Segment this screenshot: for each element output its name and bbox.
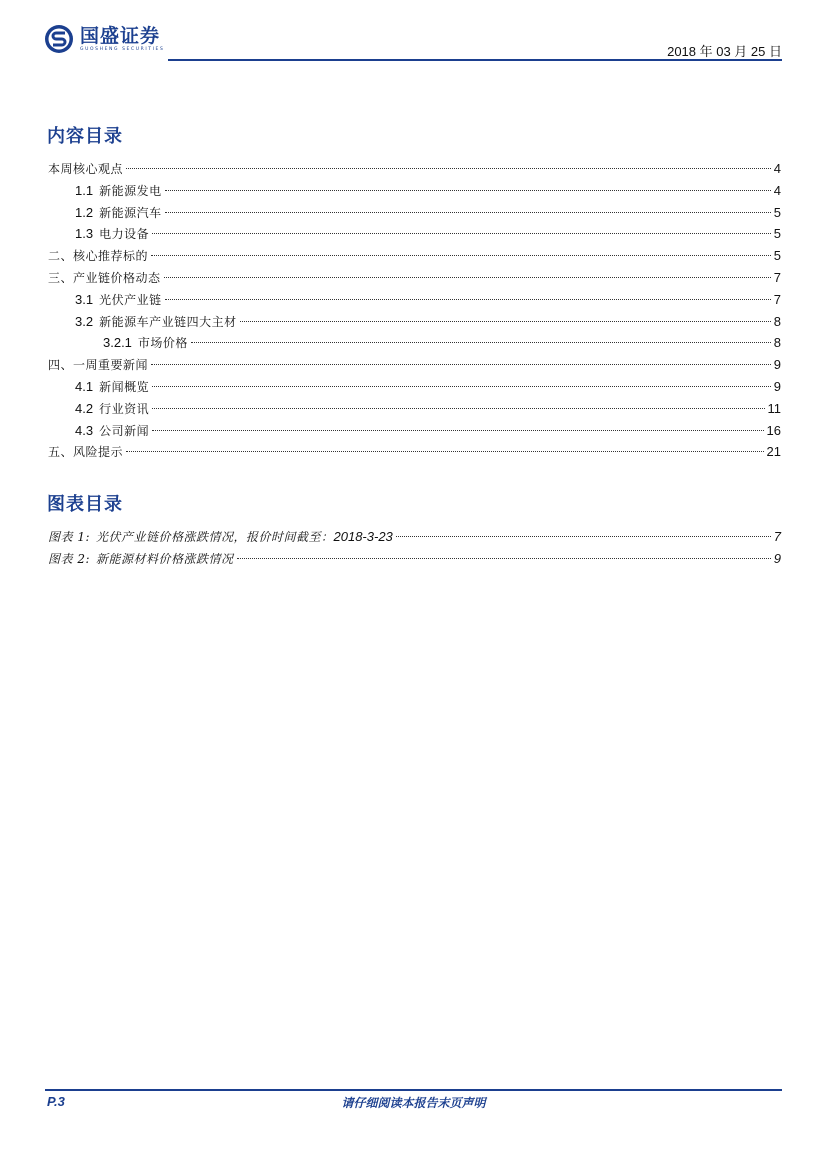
dot-leader — [237, 558, 771, 559]
report-date: 2018 年 03 月 25 日 — [667, 44, 782, 59]
toc-entry-label: 电力设备 — [99, 227, 150, 242]
guosheng-logo-icon — [44, 24, 74, 54]
toc-entry[interactable] — [48, 289, 781, 311]
figure-entry-number: 图表 1: — [48, 530, 90, 544]
toc-entry-label: 五、风险提示 — [48, 445, 124, 460]
toc-entry-label: 市场价格 — [137, 336, 188, 351]
dot-leader — [152, 386, 771, 387]
dot-leader — [152, 408, 764, 409]
dot-leader — [165, 190, 771, 191]
toc-entry[interactable] — [48, 267, 781, 289]
toc-entry-number: 4.1 — [75, 378, 94, 394]
toc-title: 内容目录 — [47, 126, 123, 147]
toc-entry-page: 7 — [773, 269, 781, 285]
dot-leader — [126, 451, 764, 452]
toc-entry[interactable] — [48, 202, 781, 224]
logo-chinese-name: 国盛证券 — [80, 24, 161, 47]
dot-leader — [152, 233, 771, 234]
footer-divider — [45, 1089, 782, 1091]
toc-entry-number: 4.3 — [75, 422, 94, 438]
toc-entry-label: 光伏产业链 — [99, 292, 162, 307]
dot-leader — [240, 321, 771, 322]
toc-entry-page: 11 — [767, 400, 781, 416]
toc-list — [48, 158, 781, 463]
toc-entry-page: 16 — [766, 422, 781, 438]
toc-entry-number: 4.2 — [75, 400, 94, 416]
toc-entry-label: 新能源汽车 — [99, 205, 162, 220]
dot-leader — [126, 168, 771, 169]
figure-entry-page: 7 — [773, 529, 781, 544]
logo-english-name: GUOSHENG SECURITIES — [80, 46, 165, 52]
header-divider — [168, 59, 782, 61]
page-number: P.3 — [47, 1094, 65, 1109]
toc-entry-label: 二、核心推荐标的 — [48, 249, 149, 264]
toc-entry-label: 新能源发电 — [99, 183, 162, 198]
figure-entry-number: 图表 2: — [48, 551, 90, 566]
dot-leader — [165, 212, 771, 213]
dot-leader — [151, 255, 771, 256]
figure-entry-date: 2018-3-23 — [333, 529, 393, 544]
dot-leader — [191, 342, 771, 343]
toc-entry-page: 7 — [773, 291, 781, 307]
figure-entry-page: 9 — [773, 550, 781, 566]
toc-entry-number: 3.2.1 — [103, 335, 132, 351]
dot-leader — [165, 299, 771, 300]
figure-entry[interactable] — [48, 526, 781, 548]
toc-entry[interactable] — [48, 441, 781, 463]
toc-entry[interactable] — [48, 180, 781, 202]
figure-entry[interactable] — [48, 548, 781, 570]
toc-entry[interactable] — [48, 245, 781, 267]
toc-entry-page: 5 — [773, 226, 781, 242]
toc-entry[interactable] — [48, 420, 781, 442]
figures-list — [48, 526, 781, 570]
dot-leader — [164, 277, 771, 278]
company-logo — [44, 24, 164, 54]
dot-leader — [151, 364, 771, 365]
toc-entry-page: 9 — [773, 378, 781, 394]
toc-entry-number: 1.2 — [75, 204, 94, 220]
figure-entry-label: 光伏产业链价格涨跌情况，报价时间截至： — [96, 530, 334, 544]
figure-entry-label: 新能源材料价格涨跌情况 — [96, 551, 234, 566]
toc-entry-page: 8 — [773, 335, 781, 351]
toc-entry[interactable] — [48, 376, 781, 398]
toc-entry-page: 4 — [773, 182, 781, 198]
toc-entry-page: 5 — [773, 248, 781, 264]
toc-entry-number: 1.3 — [75, 226, 94, 242]
figures-title: 图表目录 — [47, 494, 123, 515]
toc-entry-label: 新闻概览 — [99, 379, 150, 394]
toc-entry[interactable] — [48, 311, 781, 333]
toc-entry-label: 新能源车产业链四大主材 — [99, 314, 237, 329]
toc-entry[interactable] — [48, 223, 781, 245]
disclaimer-note: 请仔细阅读本报告末页声明 — [341, 1096, 486, 1110]
toc-entry-number: 1.1 — [75, 182, 94, 198]
toc-entry-label: 三、产业链价格动态 — [48, 270, 161, 285]
toc-entry-page: 4 — [773, 161, 781, 176]
toc-entry-number: 3.1 — [75, 291, 94, 307]
toc-entry-page: 5 — [773, 204, 781, 220]
toc-entry[interactable] — [48, 158, 781, 180]
toc-entry-label: 行业资讯 — [99, 401, 150, 416]
toc-entry-page: 9 — [773, 357, 781, 373]
toc-entry[interactable] — [48, 398, 781, 420]
toc-entry-number: 3.2 — [75, 313, 94, 329]
dot-leader — [396, 536, 771, 537]
dot-leader — [152, 430, 763, 431]
toc-entry-page: 8 — [773, 313, 781, 329]
toc-entry-label: 四、一周重要新闻 — [48, 358, 149, 373]
toc-entry[interactable] — [48, 354, 781, 376]
page-header — [0, 0, 827, 70]
toc-entry-label: 公司新闻 — [99, 423, 150, 438]
toc-entry-label: 本周核心观点 — [48, 162, 124, 176]
toc-entry[interactable] — [48, 332, 781, 354]
toc-entry-page: 21 — [766, 444, 781, 460]
